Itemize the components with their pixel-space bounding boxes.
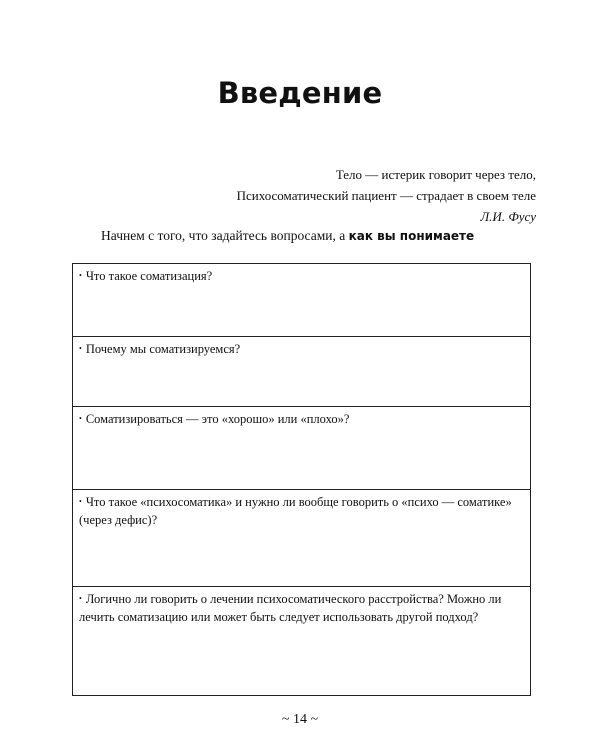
question-cell[interactable] bbox=[73, 337, 531, 407]
question-text: Соматизироваться — это «хорошо» или «плохо»? bbox=[85, 412, 350, 426]
epigraph-line-2: Психосоматический пациент — страдает в своем теле bbox=[236, 188, 536, 203]
page-number: ~ 14 ~ bbox=[281, 712, 319, 727]
question-cell[interactable] bbox=[73, 407, 531, 490]
question-text: Логично ли говорить о лечении психосоматического расстройства? Можно ли лечить соматизацию или может быть следует использовать другой подход? bbox=[79, 592, 502, 624]
epigraph-line-1: Тело — истерик говорит через тело, bbox=[335, 167, 536, 182]
epigraph bbox=[176, 164, 536, 227]
question-cell[interactable] bbox=[73, 587, 531, 696]
intro-emphasis: как вы понимаете bbox=[348, 229, 475, 243]
question-cell[interactable] bbox=[73, 490, 531, 587]
question-table bbox=[72, 263, 531, 696]
bullet-icon: • bbox=[79, 344, 82, 353]
question-text: Что такое «психосоматика» и нужно ли вообще говорить о «психо — соматике» (через дефис)? bbox=[79, 495, 512, 527]
page-title: Введение bbox=[217, 76, 383, 110]
bullet-icon: • bbox=[79, 271, 82, 280]
question-text: Что такое соматизация? bbox=[85, 269, 213, 283]
question-cell[interactable] bbox=[73, 264, 531, 337]
bullet-icon: • bbox=[79, 497, 82, 506]
epigraph-author: Л.И. Фусу bbox=[480, 209, 536, 224]
intro-paragraph bbox=[101, 228, 474, 244]
bullet-icon: • bbox=[79, 594, 82, 603]
question-row bbox=[73, 490, 531, 587]
question-row bbox=[73, 407, 531, 490]
question-row bbox=[73, 587, 531, 696]
intro-text: Начнем с того, что задайтесь вопросами, а bbox=[101, 228, 349, 243]
question-row bbox=[73, 264, 531, 337]
question-text: Почему мы соматизируемся? bbox=[85, 342, 241, 356]
bullet-icon: • bbox=[79, 414, 82, 423]
question-row bbox=[73, 337, 531, 407]
